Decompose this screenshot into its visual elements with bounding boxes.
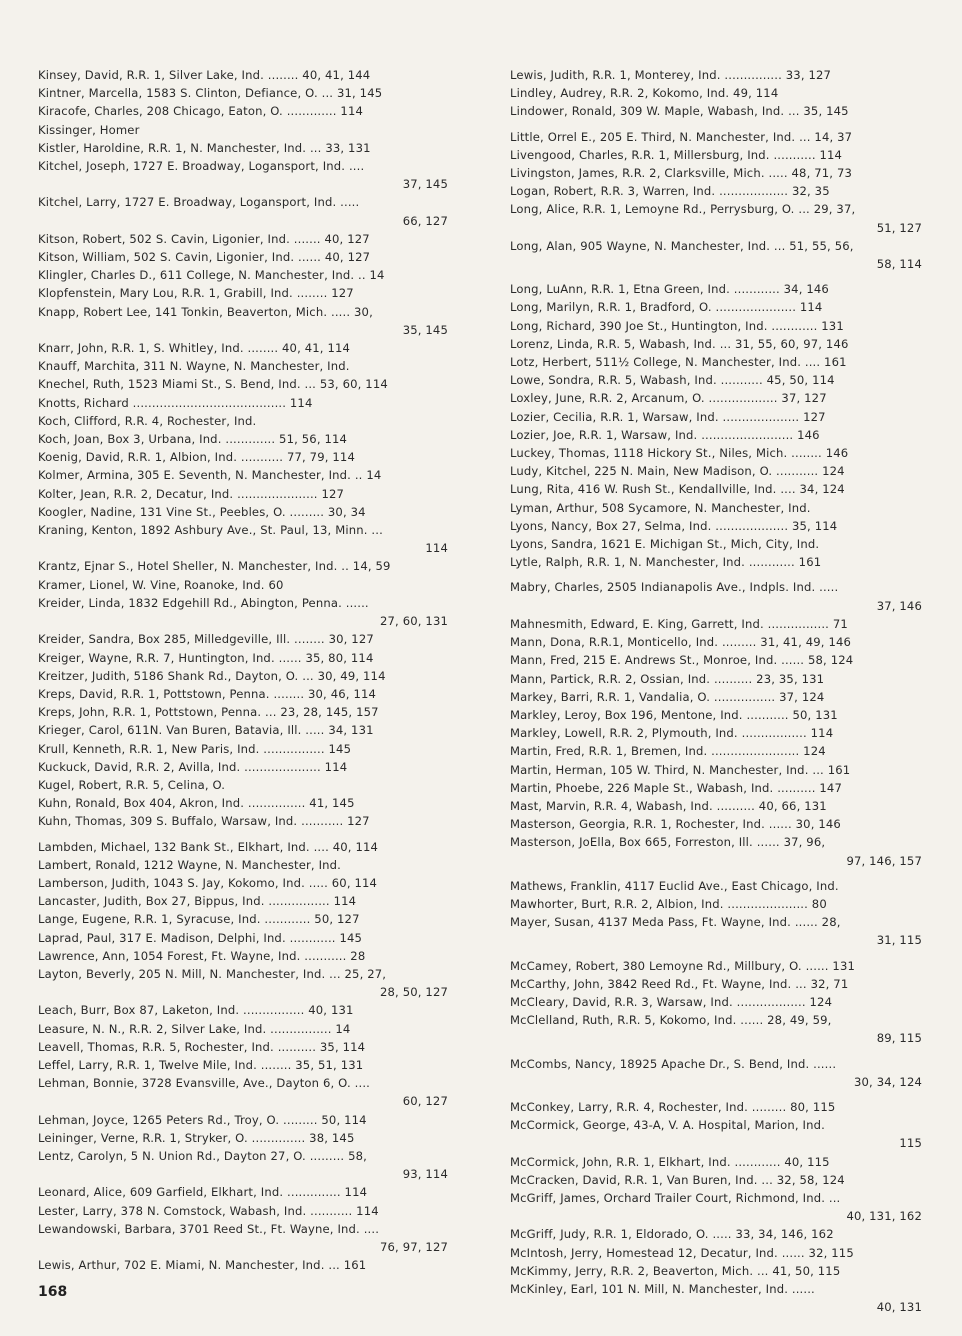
index-entry: Lester, Larry, 378 N. Comstock, Wabash, Ind. ........... 114 [38, 1203, 379, 1218]
index-entry-continued: 40, 131, 162 [846, 1209, 922, 1224]
index-entry-continued: 37, 146 [876, 598, 922, 613]
index-entry: Lehman, Bonnie, 3728 Evansville, Ave., Dayton 6, O. .... [38, 1076, 370, 1091]
index-entry: Leininger, Verne, R.R. 1, Stryker, O. .............. 38, 145 [38, 1130, 355, 1145]
index-entry: Krieger, Carol, 611N. Van Buren, Batavia, Ill. ..... 34, 131 [38, 723, 374, 738]
index-entry: Little, Orrel E., 205 E. Third, N. Manchester, Ind. ... 14, 37 [510, 129, 853, 144]
index-entry: McCormick, John, R.R. 1, Elkhart, Ind. ............ 40, 115 [510, 1154, 830, 1169]
index-entry: Livengood, Charles, R.R. 1, Millersburg, Ind. ........... 114 [510, 147, 843, 162]
index-entry: Koch, Clifford, R.R. 4, Rochester, Ind. [38, 413, 257, 428]
index-entry: Livingston, James, R.R. 2, Clarksville, Mich. ..... 48, 71, 73 [510, 166, 853, 181]
index-entry-continued: 76, 97, 127 [379, 1240, 448, 1254]
index-entry: Kraning, Kenton, 1892 Ashbury Ave., St. Paul, 13, Minn. ... [38, 523, 383, 538]
index-entry: McIntosh, Jerry, Homestead 12, Decatur, Ind. ...... 32, 115 [510, 1245, 854, 1260]
index-entry-continued: 28, 50, 127 [379, 985, 448, 1000]
index-entry: Lambden, Michael, 132 Bank St., Elkhart, Ind. .... 40, 114 [38, 839, 379, 854]
index-entry: Logan, Robert, R.R. 3, Warren, Ind. .................. 32, 35 [510, 184, 830, 199]
index-entry: Kissinger, Homer [38, 122, 140, 137]
index-entry: Lung, Rita, 416 W. Rush St., Kendallville, Ind. .... 34, 124 [510, 482, 845, 497]
index-entry: McClelland, Ruth, R.R. 5, Kokomo, Ind. ...... 28, 49, 59, [510, 1013, 832, 1028]
index-entry-continued: 51, 127 [876, 220, 922, 235]
index-entry: Kitchel, Larry, 1727 E. Broadway, Logansport, Ind. ..... [38, 195, 360, 210]
index-entry: Mabry, Charles, 2505 Indianapolis Ave., Indpls. Ind. ..... [510, 580, 839, 595]
index-entry: Lotz, Herbert, 511½ College, N. Manchester, Ind. .... 161 [510, 355, 847, 370]
index-entry: Knauff, Marchita, 311 N. Wayne, N. Manchester, Ind. [38, 359, 350, 374]
index-entry: Lozier, Joe, R.R. 1, Warsaw, Ind. ........................ 146 [510, 427, 820, 442]
index-entry: Lehman, Joyce, 1265 Peters Rd., Troy, O. ......... 50, 114 [38, 1112, 367, 1127]
index-entry: Kitson, Robert, 502 S. Cavin, Ligonier, Ind. ....... 40, 127 [38, 231, 370, 246]
index-entry: Long, Alan, 905 Wayne, N. Manchester, Ind. ... 51, 55, 56, [510, 238, 854, 253]
index-entry: Masterson, Georgia, R.R. 1, Rochester, Ind. ...... 30, 146 [510, 817, 841, 832]
index-entry: Markley, Leroy, Box 196, Mentone, Ind. ........... 50, 131 [510, 707, 838, 722]
index-entry-continued: 66, 127 [402, 213, 448, 228]
index-entry: Lorenz, Linda, R.R. 5, Wabash, Ind. ... 31, 55, 60, 97, 146 [510, 336, 849, 351]
index-entry-continued: 35, 145 [402, 322, 448, 337]
index-entry: Mahnesmith, Edward, E. King, Garrett, Ind. ................ 71 [510, 616, 848, 631]
index-entry: Klopfenstein, Mary Lou, R.R. 1, Grabill, Ind. ........ 127 [38, 286, 354, 301]
index-entry: Knarr, John, R.R. 1, S. Whitley, Ind. ........ 40, 41, 114 [38, 341, 351, 356]
index-entry: Laprad, Paul, 317 E. Madison, Delphi, Ind. ............ 145 [38, 930, 363, 945]
index-entry: McConkey, Larry, R.R. 4, Rochester, Ind. ......... 80, 115 [510, 1099, 836, 1114]
index-entry: Mann, Fred, 215 E. Andrews St., Monroe, Ind. ...... 58, 124 [510, 653, 854, 668]
index-entry: Kuhn, Thomas, 309 S. Buffalo, Warsaw, Ind. ........... 127 [38, 814, 370, 829]
index-entry-continued: 40, 131 [876, 1300, 922, 1315]
index-entry: Loxley, June, R.R. 2, Arcanum, O. .................. 37, 127 [510, 391, 827, 406]
index-entry: Kreps, John, R.R. 1, Pottstown, Penna. ... 23, 28, 145, 157 [38, 705, 379, 720]
index-entry-continued: 89, 115 [876, 1031, 922, 1046]
index-entry: Mann, Dona, R.R.1, Monticello, Ind. ......... 31, 41, 49, 146 [510, 635, 852, 650]
index-entry: Kuhn, Ronald, Box 404, Akron, Ind. ............... 41, 145 [38, 796, 355, 811]
index-entry-continued: 115 [899, 1136, 922, 1151]
index-entry: Lozier, Cecilia, R.R. 1, Warsaw, Ind. .................... 127 [510, 409, 826, 424]
index-entry: Lytle, Ralph, R.R. 1, N. Manchester, Ind. ............ 161 [510, 555, 822, 570]
index-entry: Lentz, Carolyn, 5 N. Union Rd., Dayton 27, O. ......... 58, [38, 1148, 367, 1163]
index-entry: Long, LuAnn, R.R. 1, Etna Green, Ind. ............ 34, 146 [510, 282, 829, 297]
index-entry-continued: 31, 115 [876, 933, 922, 948]
index-entry: Krantz, Ejnar S., Hotel Sheller, N. Manchester, Ind. .. 14, 59 [38, 559, 391, 574]
index-entry: Martin, Phoebe, 226 Maple St., Wabash, Ind. .......... 147 [510, 780, 842, 795]
index-entry: Knotts, Richard ........................................ 114 [38, 395, 313, 410]
index-entry: Lewis, Judith, R.R. 1, Monterey, Ind. ............... 33, 127 [510, 68, 832, 82]
index-entry: Koch, Joan, Box 3, Urbana, Ind. ............. 51, 56, 114 [38, 432, 348, 447]
index-entry: McCracken, David, R.R. 1, Van Buren, Ind. ... 32, 58, 124 [510, 1172, 845, 1187]
index-entry: Lyons, Nancy, Box 27, Selma, Ind. ................... 35, 114 [510, 518, 838, 533]
index-entry: Ludy, Kitchel, 225 N. Main, New Madison, O. ........... 124 [510, 464, 845, 479]
index-entry: Lewis, Arthur, 702 E. Miami, N. Manchester, Ind. ... 161 [38, 1258, 367, 1273]
index-entry: Kintner, Marcella, 1583 S. Clinton, Defiance, O. ... 31, 145 [38, 86, 383, 101]
index-entry: Lawrence, Ann, 1054 Forest, Ft. Wayne, Ind. ........... 28 [38, 948, 366, 963]
index-entry: Kuckuck, David, R.R. 2, Avilla, Ind. .................... 114 [38, 759, 348, 774]
index-entry: Leach, Burr, Box 87, Laketon, Ind. ................ 40, 131 [38, 1003, 354, 1018]
index-entry: Layton, Beverly, 205 N. Mill, N. Manchester, Ind. ... 25, 27, [38, 966, 387, 981]
index-entry: Koogler, Nadine, 131 Vine St., Peebles, O. ......... 30, 34 [38, 504, 366, 519]
index-entry: Kitchel, Joseph, 1727 E. Broadway, Logansport, Ind. .... [38, 159, 365, 174]
index-entry-continued: 60, 127 [402, 1094, 448, 1109]
index-entry: Lyons, Sandra, 1621 E. Michigan St., Mich, City, Ind. [510, 537, 820, 552]
index-entry: Lindley, Audrey, R.R. 2, Kokomo, Ind. 49, 114 [510, 86, 779, 101]
index-entry: Mathews, Franklin, 4117 Euclid Ave., East Chicago, Ind. [510, 878, 839, 893]
index-entry: Mawhorter, Burt, R.R. 2, Albion, Ind. ..................... 80 [510, 896, 827, 911]
index-entry-continued: 93, 114 [402, 1167, 448, 1182]
index-entry: McCleary, David, R.R. 3, Warsaw, Ind. .................. 124 [510, 994, 833, 1009]
index-entry: Kinsey, David, R.R. 1, Silver Lake, Ind. ........ 40, 41, 144 [38, 68, 371, 82]
index-entry: Mayer, Susan, 4137 Meda Pass, Ft. Wayne, Ind. ...... 28, [510, 915, 841, 930]
index-entry: Leavell, Thomas, R.R. 5, Rochester, Ind. .......... 35, 114 [38, 1039, 366, 1054]
index-entry-continued: 30, 34, 124 [853, 1074, 922, 1089]
left-column [38, 66, 448, 1274]
index-entry: Kreitzer, Judith, 5186 Shank Rd., Dayton, O. ... 30, 49, 114 [38, 668, 386, 683]
index-entry: Kreider, Sandra, Box 285, Milledgeville, Ill. ........ 30, 127 [38, 632, 374, 647]
index-entry: McGriff, Judy, R.R. 1, Eldorado, O. ..... 33, 34, 146, 162 [510, 1227, 834, 1242]
index-entry: McKimmy, Jerry, R.R. 2, Beaverton, Mich. ... 41, 50, 115 [510, 1263, 841, 1278]
index-entry: Lowe, Sondra, R.R. 5, Wabash, Ind. ........... 45, 50, 114 [510, 373, 835, 388]
index-entry: Long, Marilyn, R.R. 1, Bradford, O. ..................... 114 [510, 300, 823, 315]
index-entry: Markey, Barri, R.R. 1, Vandalia, O. ................ 37, 124 [510, 689, 825, 704]
index-entry: McGriff, James, Orchard Trailer Court, Richmond, Ind. ... [510, 1190, 841, 1205]
index-entry: Kreps, David, R.R. 1, Pottstown, Penna. ........ 30, 46, 114 [38, 686, 377, 701]
index-entry: Kitson, William, 502 S. Cavin, Ligonier, Ind. ...... 40, 127 [38, 250, 371, 265]
index-entry: Lewandowski, Barbara, 3701 Reed St., Ft. Wayne, Ind. .... [38, 1221, 380, 1236]
index-entry: Lambert, Ronald, 1212 Wayne, N. Manchester, Ind. [38, 857, 342, 872]
index-entry: Kolter, Jean, R.R. 2, Decatur, Ind. ..................... 127 [38, 486, 345, 501]
index-entry: Knechel, Ruth, 1523 Miami St., S. Bend, Ind. ... 53, 60, 114 [38, 377, 388, 392]
index-entry: McCormick, George, 43-A, V. A. Hospital, Marion, Ind. [510, 1118, 825, 1133]
index-entry: Kiracofe, Charles, 208 Chicago, Eaton, O. ............. 114 [38, 104, 363, 119]
index-entry: Kreiger, Wayne, R.R. 7, Huntington, Ind. ...... 35, 80, 114 [38, 650, 374, 665]
index-entry-continued: 58, 114 [876, 257, 922, 272]
index-entry: Luckey, Thomas, 1118 Hickory St., Niles, Mich. ........ 146 [510, 446, 849, 461]
index-entry-continued: 114 [425, 541, 448, 556]
index-entry-continued: 37, 145 [402, 177, 448, 192]
index-entry: Markley, Lowell, R.R. 2, Plymouth, Ind. ................. 114 [510, 726, 834, 741]
index-entry-continued: 97, 146, 157 [846, 853, 922, 868]
index-entry: Lancaster, Judith, Box 27, Bippus, Ind. ................ 114 [38, 894, 357, 909]
index-entry: Kreider, Linda, 1832 Edgehill Rd., Abington, Penna. ...... [38, 595, 369, 610]
index-entry: Kistler, Haroldine, R.R. 1, N. Manchester, Ind. ... 33, 131 [38, 140, 371, 155]
index-entry: Leffel, Larry, R.R. 1, Twelve Mile, Ind. ........ 35, 51, 131 [38, 1057, 364, 1072]
page-number: 168 [38, 1284, 68, 1300]
index-entry: Knapp, Robert Lee, 141 Tonkin, Beaverton, Mich. ..... 30, [38, 304, 373, 319]
index-entry: Leasure, N. N., R.R. 2, Silver Lake, Ind. ................ 14 [38, 1021, 351, 1036]
index-entry: Long, Richard, 390 Joe St., Huntington, Ind. ............ 131 [510, 318, 844, 333]
index-entry: Lindower, Ronald, 309 W. Maple, Wabash, Ind. ... 35, 145 [510, 104, 849, 119]
index-entry: Kramer, Lionel, W. Vine, Roanoke, Ind. 60 [38, 577, 284, 592]
index-entry: McKinley, Earl, 101 N. Mill, N. Manchester, Ind. ...... [510, 1282, 815, 1296]
index-entry: Long, Alice, R.R. 1, Lemoyne Rd., Perrysburg, O. ... 29, 37, [510, 202, 856, 217]
index-entry: Klingler, Charles D., 611 College, N. Manchester, Ind. .. 14 [38, 268, 385, 283]
index-entry: McCombs, Nancy, 18925 Apache Dr., S. Bend, Ind. ...... [510, 1056, 837, 1071]
index-entry: Mann, Partick, R.R. 2, Ossian, Ind. .......... 23, 35, 131 [510, 671, 825, 686]
index-entry: McCarthy, John, 3842 Reed Rd., Ft. Wayne, Ind. ... 32, 71 [510, 976, 849, 991]
index-entry: McCamey, Robert, 380 Lemoyne Rd., Millbury, O. ...... 131 [510, 958, 855, 973]
index-entry: Martin, Herman, 105 W. Third, N. Manchester, Ind. ... 161 [510, 762, 851, 777]
index-entry: Koenig, David, R.R. 1, Albion, Ind. ........... 77, 79, 114 [38, 450, 355, 465]
index-entry: Lyman, Arthur, 508 Sycamore, N. Manchester, Ind. [510, 500, 811, 515]
index-entry: Mast, Marvin, R.R. 4, Wabash, Ind. .......... 40, 66, 131 [510, 798, 827, 813]
right-column [510, 66, 922, 1316]
index-entry: Lamberson, Judith, 1043 S. Jay, Kokomo, Ind. ..... 60, 114 [38, 875, 378, 890]
index-entry: Leonard, Alice, 609 Garfield, Elkhart, Ind. .............. 114 [38, 1185, 368, 1200]
index-entry: Kugel, Robert, R.R. 5, Celina, O. [38, 777, 226, 792]
index-entry: Krull, Kenneth, R.R. 1, New Paris, Ind. ................ 145 [38, 741, 352, 756]
index-entry: Kolmer, Armina, 305 E. Seventh, N. Manchester, Ind. .. 14 [38, 468, 382, 483]
index-entry: Martin, Fred, R.R. 1, Bremen, Ind. ....................... 124 [510, 744, 826, 759]
index-entry: Lange, Eugene, R.R. 1, Syracuse, Ind. ............ 50, 127 [38, 912, 360, 927]
index-entry: Masterson, JoElla, Box 665, Forreston, Ill. ...... 37, 96, [510, 835, 826, 850]
index-entry-continued: 27, 60, 131 [379, 614, 448, 629]
